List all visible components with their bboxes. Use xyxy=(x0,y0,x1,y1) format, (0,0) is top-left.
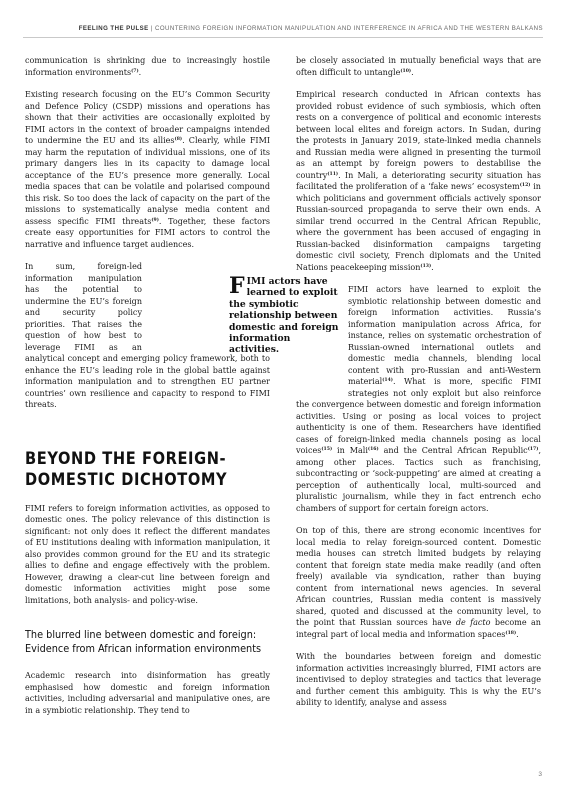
running-head xyxy=(23,25,543,32)
paragraph-4: FIMI refers to foreign information activities, as opposed to domestic ones. The policy relevance of this distinction is significant: not only does it reflect the different mandates of EU institutions dealing with information manipulation, it also provides common ground for the EU and its strategic allies to define and engage effectively with the problem. However, drawing a clear-cut line between foreign and domestic information activities might pose some limitations, both analysis- and policy-wise. xyxy=(25,503,270,605)
footnote-ref: (7) xyxy=(131,68,139,74)
paragraph-1: communication is shrinking due to increasingly hostile information environments$^{(7)}$. xyxy=(25,56,270,77)
subsection-heading: The blurred line between domestic and foreign: Evidence from African information environments xyxy=(25,628,262,655)
footnote-ref: (18) xyxy=(505,630,517,636)
page-number: 3 xyxy=(538,771,542,778)
pull-quote-text: IMI actors have learned to exploit the symbiotic relationship between domestic and foreign information activities. xyxy=(229,276,339,356)
right-paragraph-4: On top of this, there are strong economic incentives for local media to relay foreign-sourced content. Domestic media houses can stretch limited budgets by relaying content that foreign state media make readily (and often freely) available via syndication, rather than buying content from international news agencies. In several African countries, Russian media content is massively shared, quoted and discussed at the community level, to the point that Russian sources have de facto become an integral part of local media and information spaces$^{(18)}$. xyxy=(296,526,541,639)
footnote-ref: (12) xyxy=(519,183,531,188)
paragraph-3: In sum, foreign-led information manipulation has the potential to undermine the EU’s foreign and security policy priorities. That raises the question of how best to leverage FIMI as an analytical concept and emerging policy framework, both to enhance the EU’s leading role in the global battle against information manipulation and to strengthen EU partner countries’ own resilience and capacity to respond to FIMI threats. xyxy=(25,262,270,409)
footnote-ref: (14) xyxy=(382,378,393,383)
right-paragraph-1: be closely associated in mutually beneficial ways that are often difficult to untangle$^{(10)}$. xyxy=(296,56,541,77)
footnote-ref: (16) xyxy=(367,447,379,452)
section-heading-line-2: DOMESTIC DICHOTOMY xyxy=(25,469,228,490)
footnote-ref: (9) xyxy=(151,217,159,223)
paragraph-2: Existing research focusing on the EU’s Common Security and Defence Policy (CSDP) missions and operations has shown that their activities are occasionally exploited by FIMI actors in the context of broader campaigns intended to undermine the EU and its allies$^{(8)}$. Clearly, while FIMI may harm the reputation of individual missions, one of its primary dangers lies in its capacity to damage local acceptance of the EU’s presence more generally. Local media spaces that can be volatile and polarised compound this risk. So too does the lack of capacity on the part of the missions to systematically analyse media content and assess specific FIMI threats$^{(9)}$. Together, these factors create easy opportunities for FIMI actors to control the narrative and influence target audiences. xyxy=(25,90,270,249)
pull-quote-drop-cap: F xyxy=(229,273,245,299)
right-paragraph-2: Empirical research conducted in African contexts has provided robust evidence of such symbiosis, which often rests on a convergence of political and economic interests between local elites and foreign actors. In Sudan, during the protests in January 2019, state-linked media channels and Russian media were aligned in presenting the turmoil as an attempt by foreign powers to destabilise the country$^{(11)}$. In Mali, a deteriorating security situation has facilitated the proliferation of a ‘fake news’ ecosystem$^{(12)}$ in which politicians and government officials actively sponsor Russian-sourced propaganda to serve their own ends. A similar trend occurred in the Central African Republic, where the government has been accused of engaging in Russian-backed disinformation campaigns targeting domestic civil society, French diplomats and the United Nations peacekeeping mission$^{(13)}$. xyxy=(296,90,541,272)
footnote-ref: (10) xyxy=(400,68,412,74)
right-column xyxy=(296,55,541,709)
footnote-ref: (8) xyxy=(174,137,183,142)
running-head-subtitle: COUNTERING FOREIGN INFORMATION MANIPULATION AND INTERFERENCE IN AFRICA AND THE WESTERN BALKANS xyxy=(155,25,543,32)
paragraph-5: Academic research into disinformation has greatly emphasised how domestic and foreign information activities, including adversarial and manipulative ones, are in a symbiotic relationship. They tend to xyxy=(25,671,270,715)
right-paragraph-5: With the boundaries between foreign and domestic information activities increasingly blurred, FIMI actors are incentivised to deploy strategies and tactics that leverage and further cement this ambiguity. This is why the EU’s ability to identify, analyse and assess xyxy=(296,652,541,707)
header-rule xyxy=(23,37,543,38)
section-heading xyxy=(25,449,270,491)
running-head-title: FEELING THE PULSE xyxy=(78,25,149,32)
running-head-separator: | xyxy=(148,25,155,32)
footnote-ref: (13) xyxy=(420,263,432,269)
footnote-ref: (15) xyxy=(321,447,333,452)
footnote-ref: (17) xyxy=(527,447,539,452)
left-column xyxy=(25,55,270,716)
right-paragraph-3: FIMI actors have learned to exploit the symbiotic relationship between domestic and foreign information activities. Russia’s information manipulation across Africa, for instance, relies on systematic orchestration of Russian-owned international outlets and domestic media channels, blending local content with pro-Russian and anti-Western material$^{(14)}$. What is more, specific FIMI strategies not only exploit but also reinforce the convergence between domestic and foreign information activities. Using or posing as local voices to project authenticity is one of them. Researchers have identified cases of foreign-linked media channels posing as local voices$^{(15)}$ in Mali$^{(16)}$ and the Central African Republic$^{(17)}$, among other places. Tactics such as franchising, subcontracting or ‘sock-puppeting’ are aimed at creating a perception of authentically local, multi-sourced and pluralistic journalism, while they in fact entrench echo chambers of support for certain foreign actors. xyxy=(296,285,541,513)
footnote-ref: (11) xyxy=(327,171,339,177)
right-paragraph-2-wrap xyxy=(296,89,541,514)
section-heading-line-1: BEYOND THE FOREIGN- xyxy=(25,448,227,469)
